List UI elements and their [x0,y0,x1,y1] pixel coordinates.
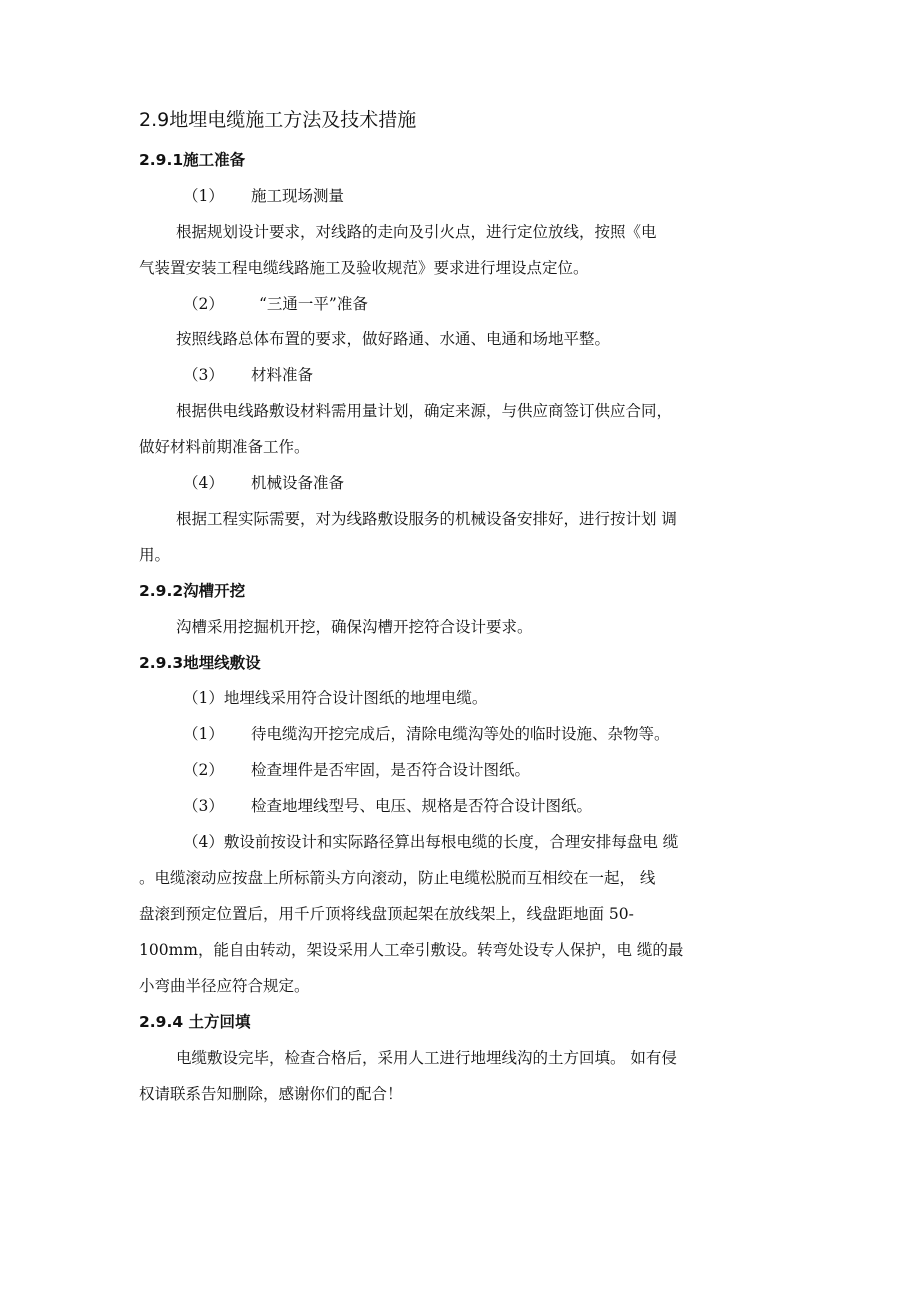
list-item [183,473,344,493]
section-title: 2.9地埋电缆施工方法及技术措施 [139,109,417,131]
item-number: （2） [183,295,224,313]
paragraph-line: 用。 [139,546,171,564]
item-number: （3） [183,366,224,384]
list-item [183,724,670,744]
item-title: “三通一平”准备 [259,295,368,313]
heading-construction-prep: 2.9.1施工准备 [139,151,246,169]
item-number: （1） [183,187,224,205]
paragraph-line: 气装置安装工程电缆线路施工及验收规范》要求进行埋设点定位。 [139,259,589,277]
list-item [183,365,313,385]
item-title: 机械设备准备 [251,474,345,492]
paragraph-line: 根据供电线路敷设材料需用量计划，确定来源，与供应商签订供应合同， [176,402,673,420]
heading-backfill: 2.9.4 土方回填 [139,1013,251,1031]
paragraph-line: （1）地埋线采用符合设计图纸的地埋电缆。 [183,689,488,707]
paragraph-line: 按照线路总体布置的要求，做好路通、水通、电通和场地平整。 [176,330,611,348]
paragraph-line: 做好材料前期准备工作。 [139,438,310,456]
paragraph-line: 沟槽采用挖掘机开挖，确保沟槽开挖符合设计要求。 [176,618,533,636]
heading-trench-excavation: 2.9.2沟槽开挖 [139,582,246,600]
item-text: 检查地埋线型号、电压、规格是否符合设计图纸。 [251,797,593,815]
item-text: 检查埋件是否牢固，是否符合设计图纸。 [251,761,531,779]
paragraph-line: 盘滚到预定位置后，用千斤顶将线盘顶起架在放线架上，线盘距地面 50- [139,905,634,923]
paragraph-line: 权请联系告知删除，感谢你们的配合！ [139,1085,403,1103]
item-number: （3） [183,797,224,815]
list-item [183,796,592,816]
list-item [183,760,530,780]
paragraph-line: 小弯曲半径应符合规定。 [139,977,310,995]
paragraph-line: 100mm，能自由转动，架设采用人工牵引敷设。转弯处设专人保护，电 缆的最 [139,941,684,959]
item-number: （4） [183,474,224,492]
paragraph-line: （4）敷设前按设计和实际路径算出每根电缆的长度，合理安排每盘电 缆 [183,833,679,851]
item-number: （2） [183,761,224,779]
list-item [183,186,344,206]
paragraph-line: 。电缆滚动应按盘上所标箭头方向滚动，防止电缆松脱而互相绞在一起， 线 [139,869,656,887]
list-item [183,294,368,314]
item-title: 材料准备 [251,366,314,384]
item-title: 施工现场测量 [251,187,345,205]
item-number: （1） [183,725,224,743]
paragraph-line: 电缆敷设完毕，检查合格后，采用人工进行地埋线沟的土方回填。 如有侵 [176,1049,677,1067]
paragraph-line: 根据规划设计要求，对线路的走向及引火点，进行定位放线，按照《电 [176,223,657,241]
paragraph-line: 根据工程实际需要，对为线路敷设服务的机械设备安排好，进行按计划 调 [176,510,677,528]
heading-cable-laying: 2.9.3地埋线敷设 [139,654,261,672]
item-text: 待电缆沟开挖完成后，清除电缆沟等处的临时设施、杂物等。 [251,725,670,743]
